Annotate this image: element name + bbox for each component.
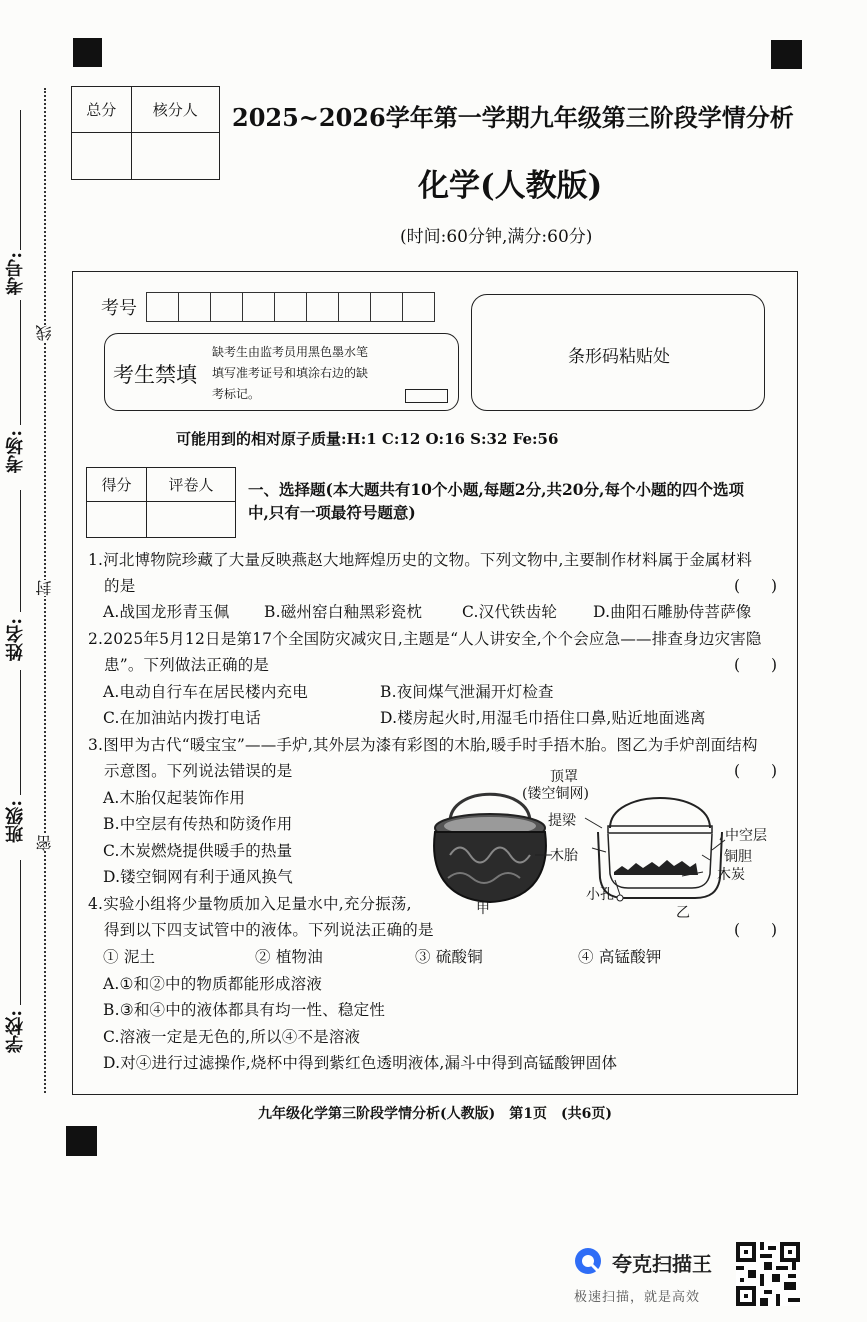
side-label-class: 班级: [5, 800, 26, 843]
q4-stem-line2: 得到以下四支试管中的液体。下列说法正确的是 [104, 921, 434, 939]
watermark-brand: 夸克扫描王 [612, 1252, 712, 1276]
side-blank-exam-no [20, 110, 21, 250]
forbidden-text-2: 填写准考证号和填涂右边的缺 [212, 366, 369, 380]
q4-stem-line1: 4.实验小组将少量物质加入足量水中,充分振荡, [88, 895, 412, 913]
q1-stem-line2: 的是 [104, 577, 136, 595]
q4-item-2: ② 植物油 [255, 948, 323, 966]
absent-mark-box[interactable] [405, 389, 448, 403]
q2-answer-paren[interactable]: ( ) [734, 656, 778, 674]
exam-no-label: 考号 [101, 298, 137, 319]
q3-answer-paren[interactable]: ( ) [734, 762, 778, 780]
fig-label-handle: 提梁 [548, 813, 576, 829]
side-blank-school [20, 860, 21, 1005]
total-score-label: 总分 [72, 87, 132, 133]
total-score-cell[interactable] [72, 133, 132, 180]
q1-option-b: B.磁州窑白釉黑彩瓷枕 [264, 603, 423, 621]
fig-label-mesh: (镂空铜网) [522, 786, 589, 802]
q4-option-a: A.①和②中的物质都能形成溶液 [103, 975, 323, 993]
q2-option-d: D.楼房起火时,用湿毛巾捂住口鼻,贴近地面逃离 [380, 709, 706, 727]
q4-option-c: C.溶液一定是无色的,所以④不是溶液 [103, 1028, 361, 1046]
fig-label-yi: 乙 [676, 905, 690, 921]
q4-option-b: B.③和④中的液体都具有均一性、稳定性 [103, 1001, 386, 1019]
q1-option-d: D.曲阳石雕胁侍菩萨像 [593, 603, 752, 621]
section-heading-line1: 一、选择题(本大题共有10个小题,每题2分,共20分,每个小题的四个选项 [248, 480, 744, 499]
score-cell[interactable] [87, 502, 147, 538]
hand-warmer-photo [434, 794, 546, 902]
q3-stem-line1: 3.图甲为古代“暖宝宝”——手炉,其外层为漆有彩图的木胎,暖手时手捂木胎。图乙为手炉剖面结构 [88, 736, 758, 754]
registration-mark-top-right [771, 40, 802, 69]
page-footer: 九年级化学第三阶段学情分析(人教版) 第1页 (共6页) [258, 1106, 612, 1122]
side-blank-class [20, 670, 21, 795]
side-blank-name [20, 490, 21, 612]
grader-label: 评卷人 [146, 468, 235, 502]
registration-mark-top-left [73, 38, 102, 67]
q3-option-a: A.木胎仅起装饰作用 [103, 789, 246, 807]
q2-option-c: C.在加油站内拨打电话 [103, 709, 261, 727]
score-label: 得分 [87, 468, 147, 502]
side-label-room: 考场: [5, 430, 26, 473]
exam-title: 2025~2026学年第一学期九年级第三阶段学情分析 [232, 103, 794, 132]
total-score-table [71, 86, 220, 180]
q4-option-d: D.对④进行过滤操作,烧杯中得到紫红色透明液体,漏斗中得到高锰酸钾固体 [103, 1054, 618, 1072]
scanner-watermark [572, 1240, 732, 1310]
fig-label-top-cover: 顶罩 [550, 769, 578, 785]
q2-option-a: A.电动自行车在居民楼内充电 [103, 683, 308, 701]
quark-logo-icon [574, 1247, 602, 1275]
barcode-label: 条形码粘贴处 [568, 347, 670, 367]
q3-option-b: B.中空层有传热和防烫作用 [103, 815, 293, 833]
q1-option-c: C.汉代铁齿轮 [462, 603, 558, 621]
fig-label-liner: 铜胆 [724, 849, 752, 865]
side-label-exam-no: 考号: [5, 252, 26, 295]
registration-mark-bottom-left [66, 1126, 97, 1156]
fig-label-jia: 甲 [476, 901, 490, 917]
q3-option-c: C.木炭燃烧提供暖手的热量 [103, 842, 293, 860]
grading-table [86, 467, 236, 538]
q4-item-1: ① 泥土 [103, 948, 156, 966]
fig-label-hole: 小孔 [586, 887, 614, 903]
side-mark-mi: 密 [35, 835, 54, 851]
fig-label-charcoal: 木炭 [717, 867, 745, 883]
grader-cell[interactable] [146, 502, 235, 538]
q4-item-4: ④ 高锰酸钾 [578, 948, 662, 966]
q1-answer-paren[interactable]: ( ) [734, 577, 778, 595]
side-label-school: 学校: [5, 1010, 26, 1053]
forbidden-label: 考生禁填 [113, 363, 197, 387]
q3-option-d: D.镂空铜网有利于通风换气 [103, 868, 293, 886]
checker-cell[interactable] [131, 133, 219, 180]
atomic-mass: 可能用到的相对原子质量:H:1 C:12 O:16 S:32 Fe:56 [176, 430, 559, 448]
q1-stem-line1: 1.河北博物院珍藏了大量反映燕赵大地辉煌历史的文物。下列文物中,主要制作材料属于金属材料 [88, 551, 753, 569]
exam-no-boxes[interactable] [146, 292, 434, 322]
q2-stem-line1: 2.2025年5月12日是第17个全国防灾减灾日,主题是“人人讲安全,个个会应急——排查身边灾害隐 [88, 630, 762, 648]
time-info: (时间:60分钟,满分:60分) [400, 227, 593, 247]
watermark-slogan: 极速扫描，就是高效 [574, 1290, 701, 1305]
q1-option-a: A.战国龙形青玉佩 [103, 603, 230, 621]
side-label-name: 姓名: [5, 618, 26, 661]
q2-option-b: B.夜间煤气泄漏开灯检查 [380, 683, 554, 701]
fig-label-hollow: 中空层 [725, 828, 767, 844]
forbidden-text-3: 考标记。 [212, 387, 261, 401]
side-blank-room [20, 300, 21, 425]
q4-item-3: ③ 硫酸铜 [415, 948, 483, 966]
side-mark-feng: 封 [35, 580, 54, 596]
side-mark-xian: 线 [35, 325, 54, 341]
forbidden-text-1: 缺考生由监考员用黑色墨水笔 [212, 345, 369, 359]
section-heading-line2: 中,只有一项最符号题意) [248, 503, 416, 522]
q4-answer-paren[interactable]: ( ) [734, 921, 778, 939]
subject-title: 化学(人教版) [418, 168, 603, 204]
fig-label-wood: 木胎 [550, 848, 578, 864]
checker-label: 核分人 [131, 87, 219, 133]
q3-stem-line2: 示意图。下列说法错误的是 [104, 762, 293, 780]
qr-code-icon [736, 1242, 800, 1306]
q2-stem-line2: 患”。下列做法正确的是 [104, 656, 270, 674]
